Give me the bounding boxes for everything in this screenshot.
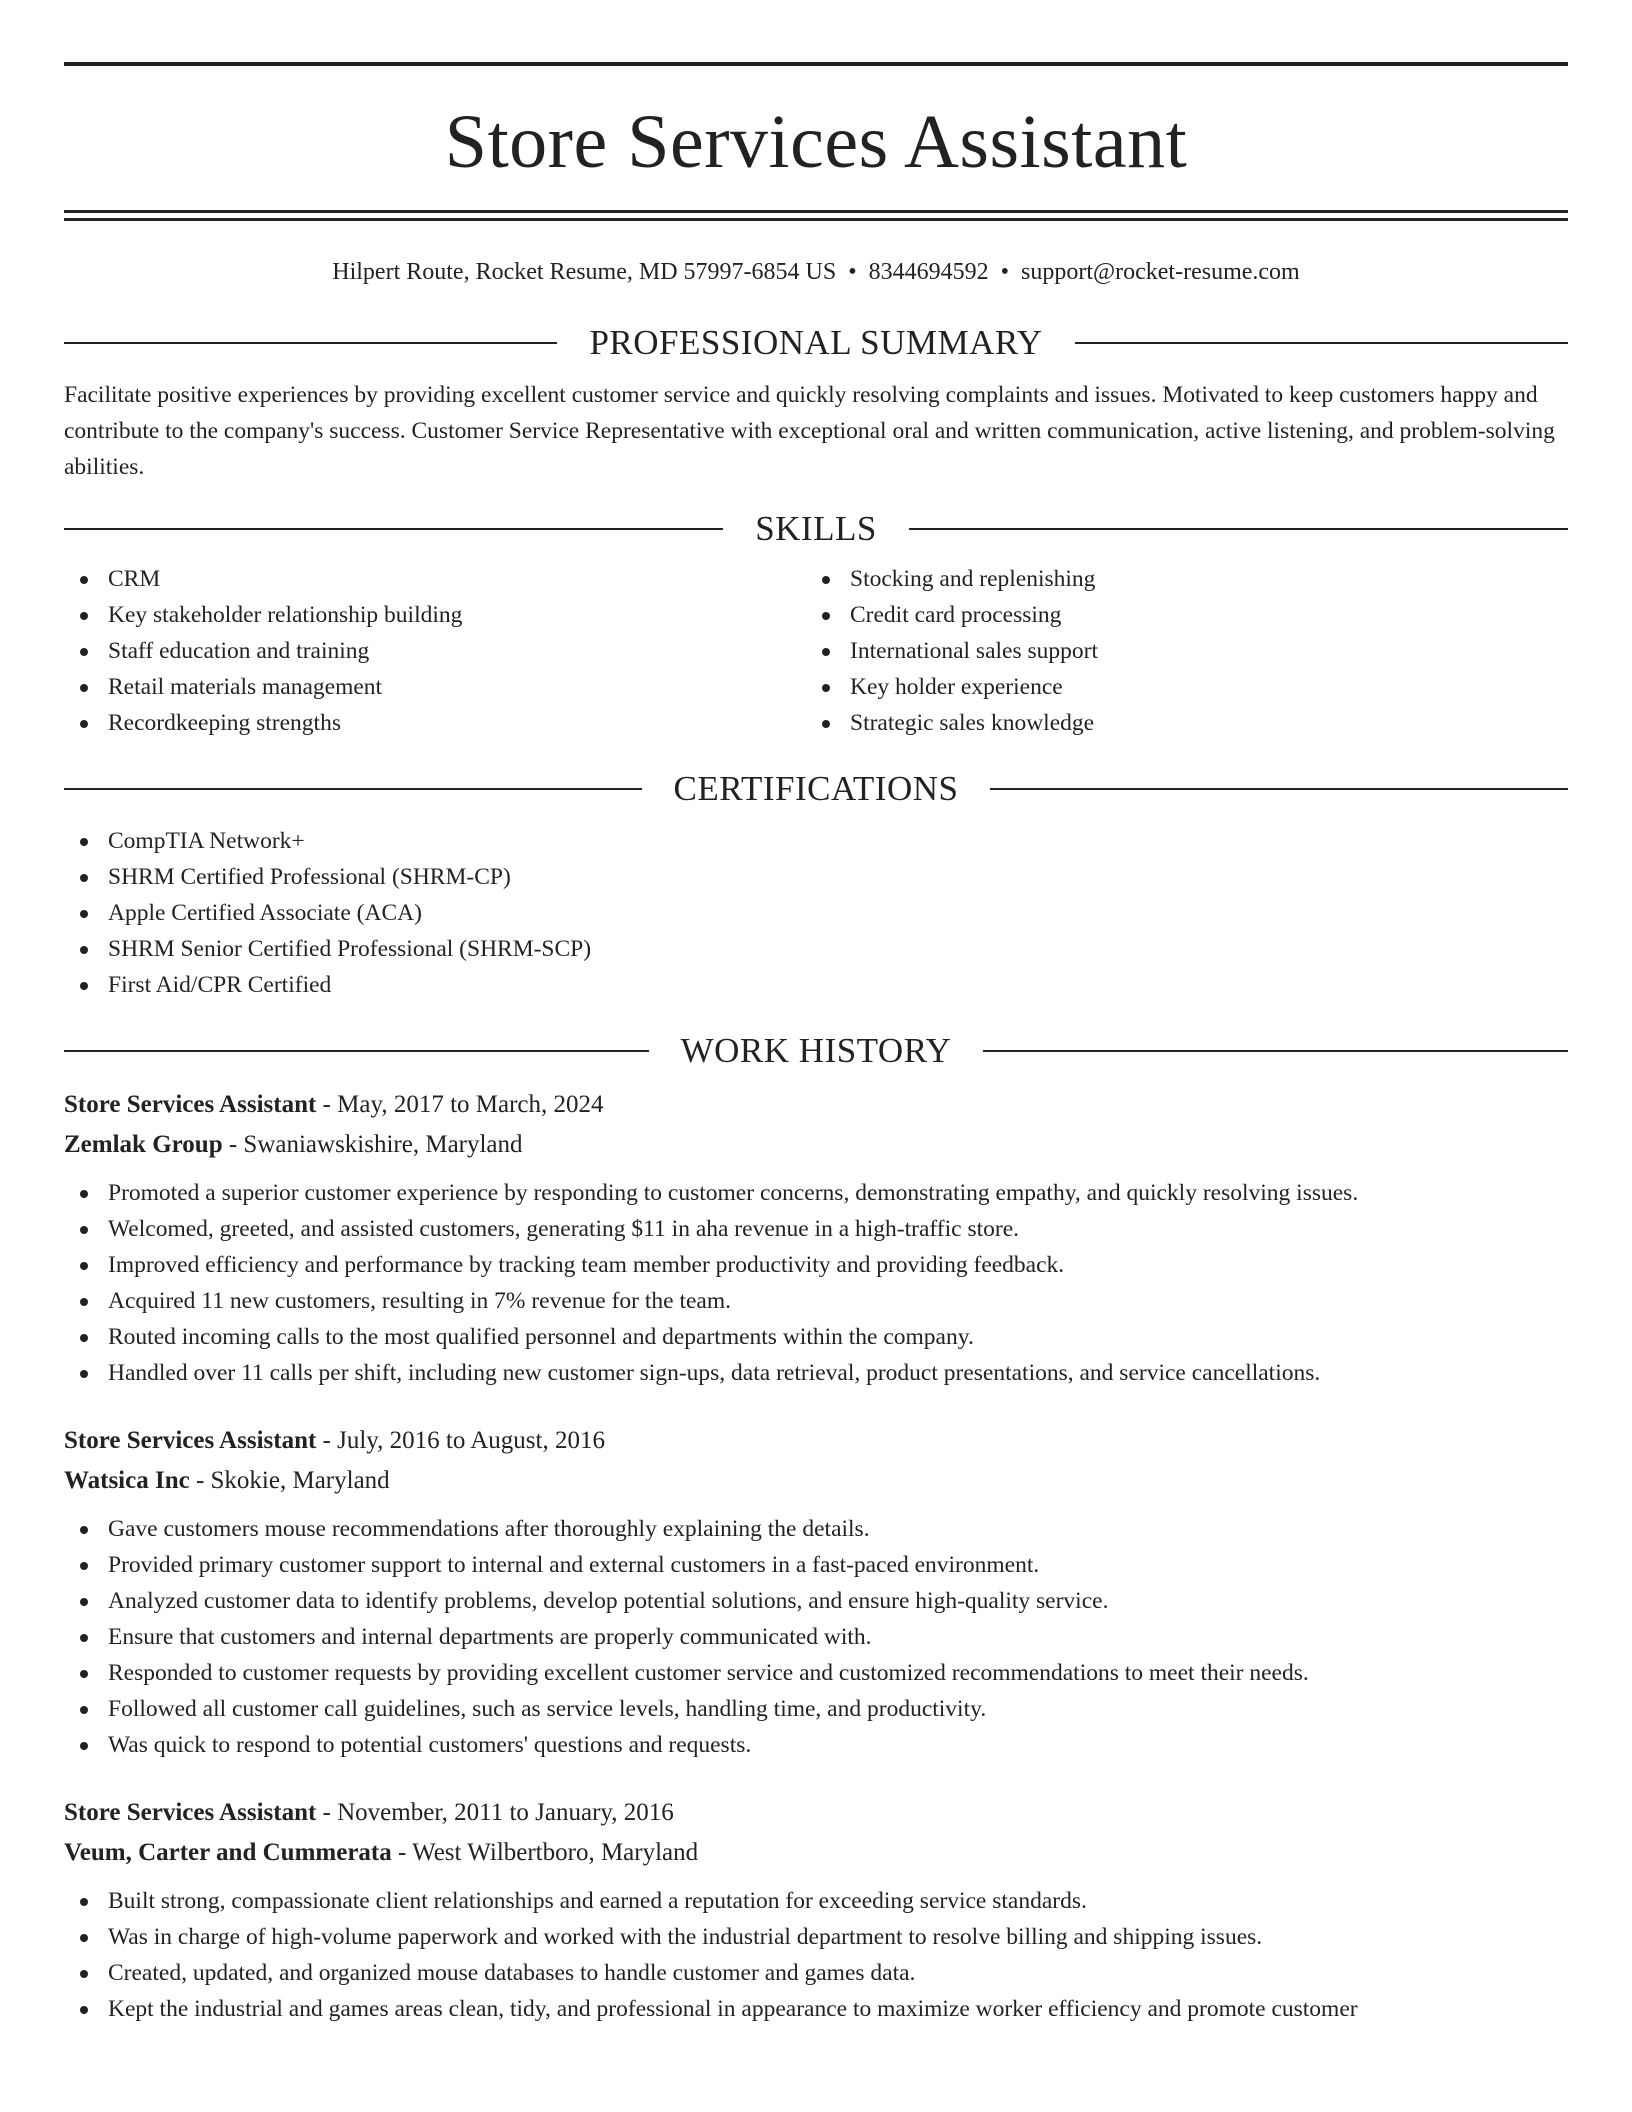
heading-rule-left <box>64 1050 649 1052</box>
heading-rule-left <box>64 788 642 790</box>
job-bullet: Was in charge of high-volume paperwork and worked with the industrial department to resolve billing and shipping issues. <box>64 1919 1568 1955</box>
heading-rule-left <box>64 342 557 344</box>
section-title: CERTIFICATIONS <box>673 769 959 808</box>
contact-separator: • <box>848 259 857 285</box>
skill-item: Key stakeholder relationship building <box>64 597 806 633</box>
skills-grid <box>64 561 1568 741</box>
job-bullet: Promoted a superior customer experience by responding to customer concerns, demonstrating empathy, and quickly resolving issues. <box>64 1175 1568 1211</box>
job-bullet: Followed all customer call guidelines, such as service levels, handling time, and productivity. <box>64 1691 1568 1727</box>
contact-line <box>64 257 1568 287</box>
job-bullet: Ensure that customers and internal departments are properly communicated with. <box>64 1619 1568 1655</box>
job-bullet: Handled over 11 calls per shift, including new customer sign-ups, data retrieval, product presentations, and service cancellations. <box>64 1355 1568 1391</box>
section-heading-certifications <box>64 769 1568 809</box>
certification-item: Apple Certified Associate (ACA) <box>64 895 1568 931</box>
job-company-line <box>64 1833 1568 1873</box>
job-bullet: Improved efficiency and performance by tracking team member productivity and providing feedback. <box>64 1247 1568 1283</box>
contact-separator: • <box>1000 259 1010 285</box>
job-location: - Skokie, Maryland <box>189 1467 390 1494</box>
job-bullet: Acquired 11 new customers, resulting in 7% revenue for the team. <box>64 1283 1568 1319</box>
job-title-line <box>64 1421 1568 1461</box>
resume-title: Store Services Assistant <box>444 100 1188 184</box>
job-bullet: Analyzed customer data to identify problems, develop potential solutions, and ensure high-quality service. <box>64 1583 1568 1619</box>
job-bullets <box>64 1175 1568 1391</box>
section-heading-work-history <box>64 1031 1568 1071</box>
top-rule <box>64 62 1568 66</box>
skill-item: Credit card processing <box>806 597 1548 633</box>
job-dates: - July, 2016 to August, 2016 <box>316 1427 605 1454</box>
contact-phone: 8344694592 <box>868 259 989 285</box>
title-double-rule <box>64 210 1568 221</box>
job-entry <box>64 1085 1568 1391</box>
job-company: Veum, Carter and Cummerata <box>64 1839 392 1866</box>
job-bullets <box>64 1511 1568 1763</box>
skill-item: Stocking and replenishing <box>806 561 1548 597</box>
skill-item: Strategic sales knowledge <box>806 705 1548 741</box>
skills-column-right <box>806 561 1548 741</box>
job-company-line <box>64 1125 1568 1165</box>
job-entry <box>64 1421 1568 1763</box>
job-bullet: Was quick to respond to potential customers' questions and requests. <box>64 1727 1568 1763</box>
job-bullet: Kept the industrial and games areas clean, tidy, and professional in appearance to maximize worker efficiency and promote customer <box>64 1991 1568 2027</box>
heading-rule-right <box>983 1050 1568 1052</box>
certification-item: First Aid/CPR Certified <box>64 967 1568 1003</box>
skills-column-left <box>64 561 806 741</box>
section-title: WORK HISTORY <box>680 1031 952 1070</box>
contact-address: Hilpert Route, Rocket Resume, MD 57997-6854 US <box>332 259 837 285</box>
certification-item: SHRM Senior Certified Professional (SHRM-SCP) <box>64 931 1568 967</box>
certifications-list <box>64 823 1568 1003</box>
job-bullet: Built strong, compassionate client relationships and earned a reputation for exceeding service standards. <box>64 1883 1568 1919</box>
section-title: PROFESSIONAL SUMMARY <box>589 323 1043 362</box>
skill-item: Staff education and training <box>64 633 806 669</box>
job-location: - Swaniawskishire, Maryland <box>222 1131 523 1158</box>
skill-item: CRM <box>64 561 806 597</box>
job-title-line <box>64 1085 1568 1125</box>
job-title: Store Services Assistant <box>64 1091 317 1118</box>
skill-item: Recordkeeping strengths <box>64 705 806 741</box>
job-company: Zemlak Group <box>64 1131 223 1158</box>
job-company: Watsica Inc <box>64 1467 190 1494</box>
heading-rule-right <box>909 528 1568 530</box>
skill-item: Retail materials management <box>64 669 806 705</box>
skill-item: Key holder experience <box>806 669 1548 705</box>
certification-item: SHRM Certified Professional (SHRM-CP) <box>64 859 1568 895</box>
job-title-line <box>64 1793 1568 1833</box>
job-dates: - November, 2011 to January, 2016 <box>316 1799 674 1826</box>
heading-rule-right <box>990 788 1568 790</box>
certification-item: CompTIA Network+ <box>64 823 1568 859</box>
job-dates: - May, 2017 to March, 2024 <box>316 1091 604 1118</box>
summary-text: Facilitate positive experiences by providing excellent customer service and quickly resolving complaints and issues. Motivated to keep customers happy and contribute to the company's success. Customer Service Representative with exceptional oral and written communication, active listening, and problem-solving abilities. <box>64 382 1555 480</box>
resume-content <box>64 62 1568 2027</box>
job-bullet: Created, updated, and organized mouse databases to handle customer and games data. <box>64 1955 1568 1991</box>
heading-rule-right <box>1075 342 1568 344</box>
job-bullet: Provided primary customer support to internal and external customers in a fast-paced environment. <box>64 1547 1568 1583</box>
job-bullet: Responded to customer requests by providing excellent customer service and customized recommendations to meet their needs. <box>64 1655 1568 1691</box>
skill-item: International sales support <box>806 633 1548 669</box>
contact-email: support@rocket-resume.com <box>1021 259 1300 285</box>
job-location: - West Wilbertboro, Maryland <box>391 1839 699 1866</box>
job-title: Store Services Assistant <box>64 1427 317 1454</box>
job-company-line <box>64 1461 1568 1501</box>
job-bullet: Routed incoming calls to the most qualified personnel and departments within the company. <box>64 1319 1568 1355</box>
section-heading-skills <box>64 509 1568 549</box>
job-entry <box>64 1793 1568 2027</box>
section-title: SKILLS <box>755 509 877 548</box>
job-bullets <box>64 1883 1568 2027</box>
heading-rule-left <box>64 528 723 530</box>
section-heading-summary <box>64 323 1568 363</box>
job-bullet: Gave customers mouse recommendations after thoroughly explaining the details. <box>64 1511 1568 1547</box>
job-bullet: Welcomed, greeted, and assisted customers, generating $11 in aha revenue in a high-traffic store. <box>64 1211 1568 1247</box>
job-title: Store Services Assistant <box>64 1799 317 1826</box>
